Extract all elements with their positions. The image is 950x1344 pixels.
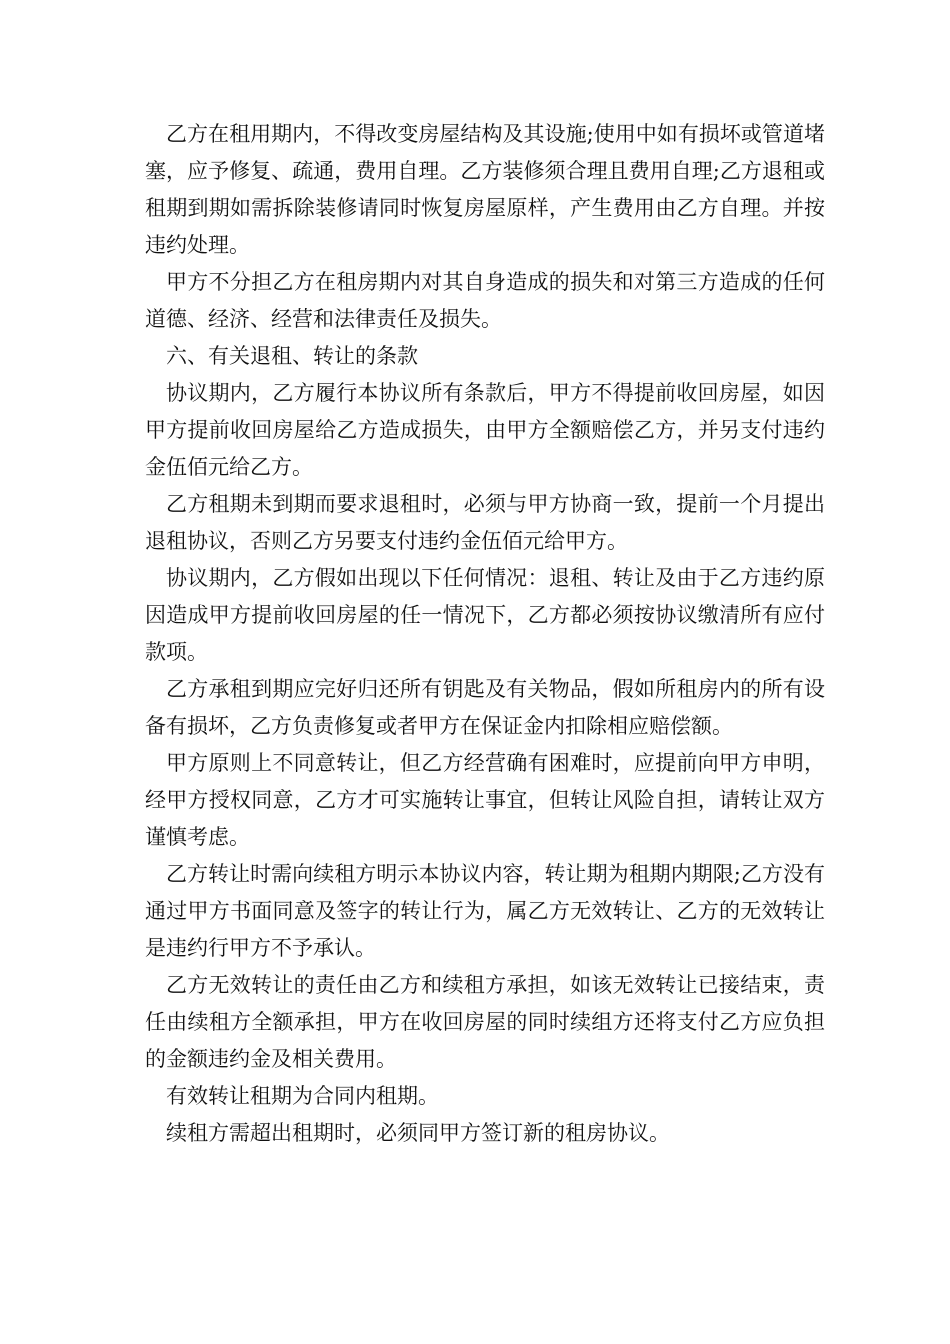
paragraph-11: 续租方需超出租期时，必须同甲方签订新的租房协议。 — [166, 1121, 670, 1145]
section-heading: 六、有关退租、转让的条款 — [166, 344, 418, 368]
paragraph-6: 乙方承租到期应完好归还所有钥匙及有关物品，假如所租房内的所有设备有损坏，乙方负责修复或者甲方在保证金内扣除相应赔偿额。 — [145, 677, 825, 738]
paragraph-10: 有效转让租期为合同内租期。 — [166, 1084, 439, 1108]
paragraph-4: 乙方租期未到期而要求退租时，必须与甲方协商一致，提前一个月提出退租协议，否则乙方另要支付违约金伍佰元给甲方。 — [145, 492, 825, 553]
document-page — [145, 116, 825, 1152]
paragraph-2: 甲方不分担乙方在租房期内对其自身造成的损失和对第三方造成的任何道德、经济、经营和法律责任及损失。 — [145, 270, 825, 331]
paragraph-5: 协议期内，乙方假如出现以下任何情况：退租、转让及由于乙方违约原因造成甲方提前收回房屋的任一情况下，乙方都必须按协议缴清所有应付款项。 — [145, 566, 825, 664]
paragraph-3: 协议期内，乙方履行本协议所有条款后，甲方不得提前收回房屋，如因甲方提前收回房屋给乙方造成损失，由甲方全额赔偿乙方，并另支付违约金伍佰元给乙方。 — [145, 381, 825, 479]
paragraph-7: 甲方原则上不同意转让，但乙方经营确有困难时，应提前向甲方申明，经甲方授权同意，乙方才可实施转让事宜，但转让风险自担，请转让双方谨慎考虑。 — [145, 751, 825, 849]
paragraph-9: 乙方无效转让的责任由乙方和续租方承担，如该无效转让已接结束，责任由续租方全额承担，甲方在收回房屋的同时续组方还将支付乙方应负担的金额违约金及相关费用。 — [145, 973, 825, 1071]
paragraph-1: 乙方在租用期内，不得改变房屋结构及其设施;使用中如有损坏或管道堵塞，应予修复、疏通，费用自理。乙方装修须合理且费用自理;乙方退租或租期到期如需拆除装修请同时恢复房屋原样，产生费用由乙方自理。并按违约处理。 — [145, 122, 825, 257]
paragraph-8: 乙方转让时需向续租方明示本协议内容，转让期为租期内期限;乙方没有通过甲方书面同意及签字的转让行为，属乙方无效转让、乙方的无效转让是违约行甲方不予承认。 — [145, 862, 825, 960]
